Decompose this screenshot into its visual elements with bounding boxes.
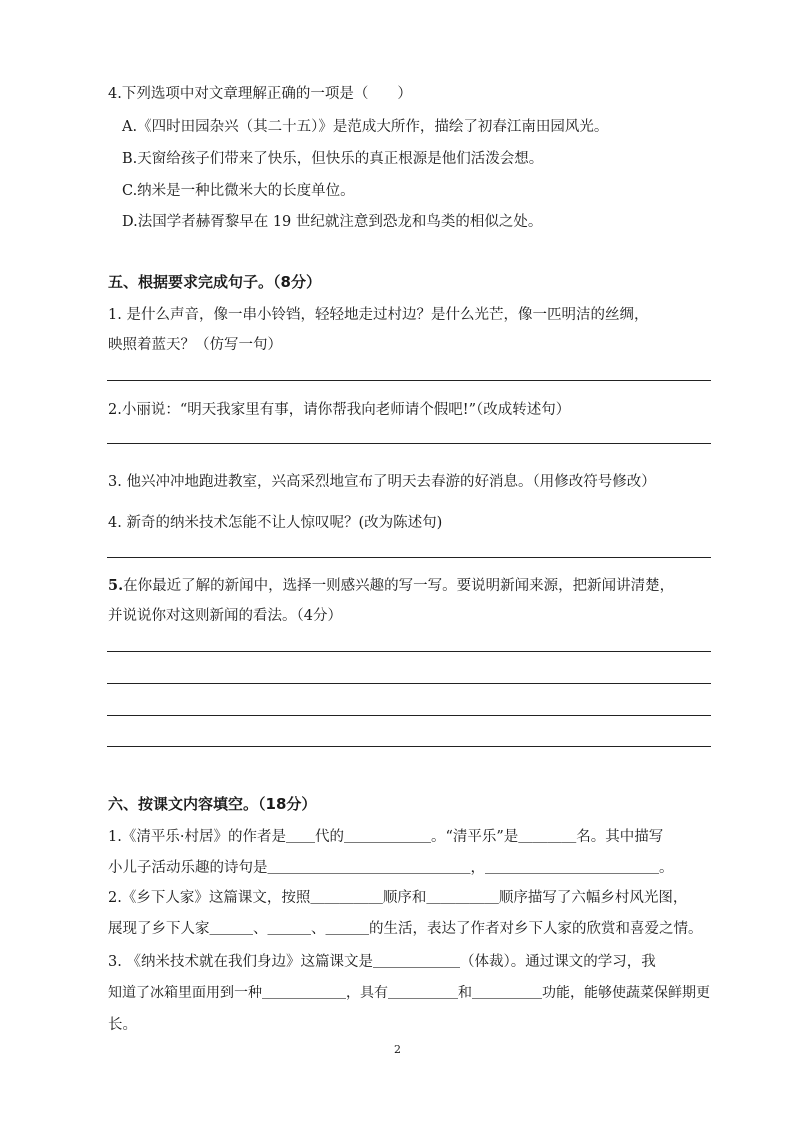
s5-q1-line2: 映照着蓝天？（仿写一句） bbox=[108, 337, 282, 353]
s5-q4: 4. 新奇的纳米技术怎能不让人惊叹呢？(改为陈述句) bbox=[108, 515, 443, 531]
answer-line[interactable] bbox=[107, 557, 711, 558]
q4-option-b: B.天窗给孩子们带来了快乐，但快乐的真正根源是他们活泼会想。 bbox=[122, 151, 544, 167]
q4-option-d: D.法国学者赫胥黎早在 19 世纪就注意到恐龙和鸟类的相似之处。 bbox=[122, 214, 543, 230]
page-number: 2 bbox=[394, 1043, 401, 1056]
s6-q3-line3: 长。 bbox=[108, 1017, 137, 1033]
s5-q5-line1 bbox=[108, 574, 674, 595]
s6-q1-line2: 小儿子活动乐趣的诗句是＿＿＿＿＿＿＿＿＿＿＿＿＿＿，＿＿＿＿＿＿＿＿＿＿＿＿。 bbox=[108, 860, 674, 876]
q4-stem: 4.下列选项中对文章理解正确的一项是（ ） bbox=[108, 86, 412, 102]
s5-q1-line1: 1. 是什么声音，像一串小铃铛，轻轻地走过村边？是什么光芒，像一匹明洁的丝绸， bbox=[108, 307, 649, 323]
s6-q2-line1: 2.《乡下人家》这篇课文，按照＿＿＿＿＿顺序和＿＿＿＿＿顺序描写了六幅乡村风光图， bbox=[108, 890, 688, 906]
s5-q3: 3. 他兴冲冲地跑进教室，兴高采烈地宣布了明天去春游的好消息。（用修改符号修改） bbox=[108, 474, 656, 490]
answer-line[interactable] bbox=[107, 715, 711, 716]
s6-q3-line2: 知道了冰箱里面用到一种＿＿＿＿＿＿，具有＿＿＿＿＿和＿＿＿＿＿功能，能够使蔬菜保鲜期更 bbox=[108, 985, 710, 1001]
s5-q2: 2.小丽说：“明天我家里有事，请你帮我向老师请个假吧!”（改成转述句） bbox=[108, 402, 571, 418]
answer-line[interactable] bbox=[107, 443, 711, 444]
s5-q5-line2: 并说说你对这则新闻的看法。（4分） bbox=[108, 608, 342, 624]
answer-line[interactable] bbox=[107, 746, 711, 747]
section6-heading: 六、按课文内容填空。（18分） bbox=[108, 795, 317, 813]
answer-line[interactable] bbox=[107, 683, 711, 684]
section5-heading: 五、根据要求完成句子。（8分） bbox=[108, 273, 321, 291]
s6-q3-line1: 3. 《纳米技术就在我们身边》这篇课文是＿＿＿＿＿＿（体裁）。通过课文的学习，我 bbox=[108, 954, 656, 970]
s5-q5-text: 在你最近了解的新闻中，选择一则感兴趣的写一写。要说明新闻来源，把新闻讲清楚， bbox=[123, 578, 675, 594]
answer-line[interactable] bbox=[107, 651, 711, 652]
answer-line[interactable] bbox=[107, 380, 711, 381]
s6-q1-line1: 1.《清平乐·村居》的作者是＿＿代的＿＿＿＿＿＿。“清平乐”是＿＿＿＿名。其中描写 bbox=[108, 829, 664, 845]
q4-option-a: A.《四时田园杂兴（其二十五）》是范成大所作，描绘了初春江南田园风光。 bbox=[122, 119, 609, 135]
s5-q5-number: 5. bbox=[108, 577, 124, 594]
s6-q2-line2: 展现了乡下人家＿＿＿、＿＿＿、＿＿＿的生活，表达了作者对乡下人家的欣赏和喜爱之情。 bbox=[108, 921, 703, 937]
q4-option-c: C.纳米是一种比微米大的长度单位。 bbox=[122, 183, 355, 199]
